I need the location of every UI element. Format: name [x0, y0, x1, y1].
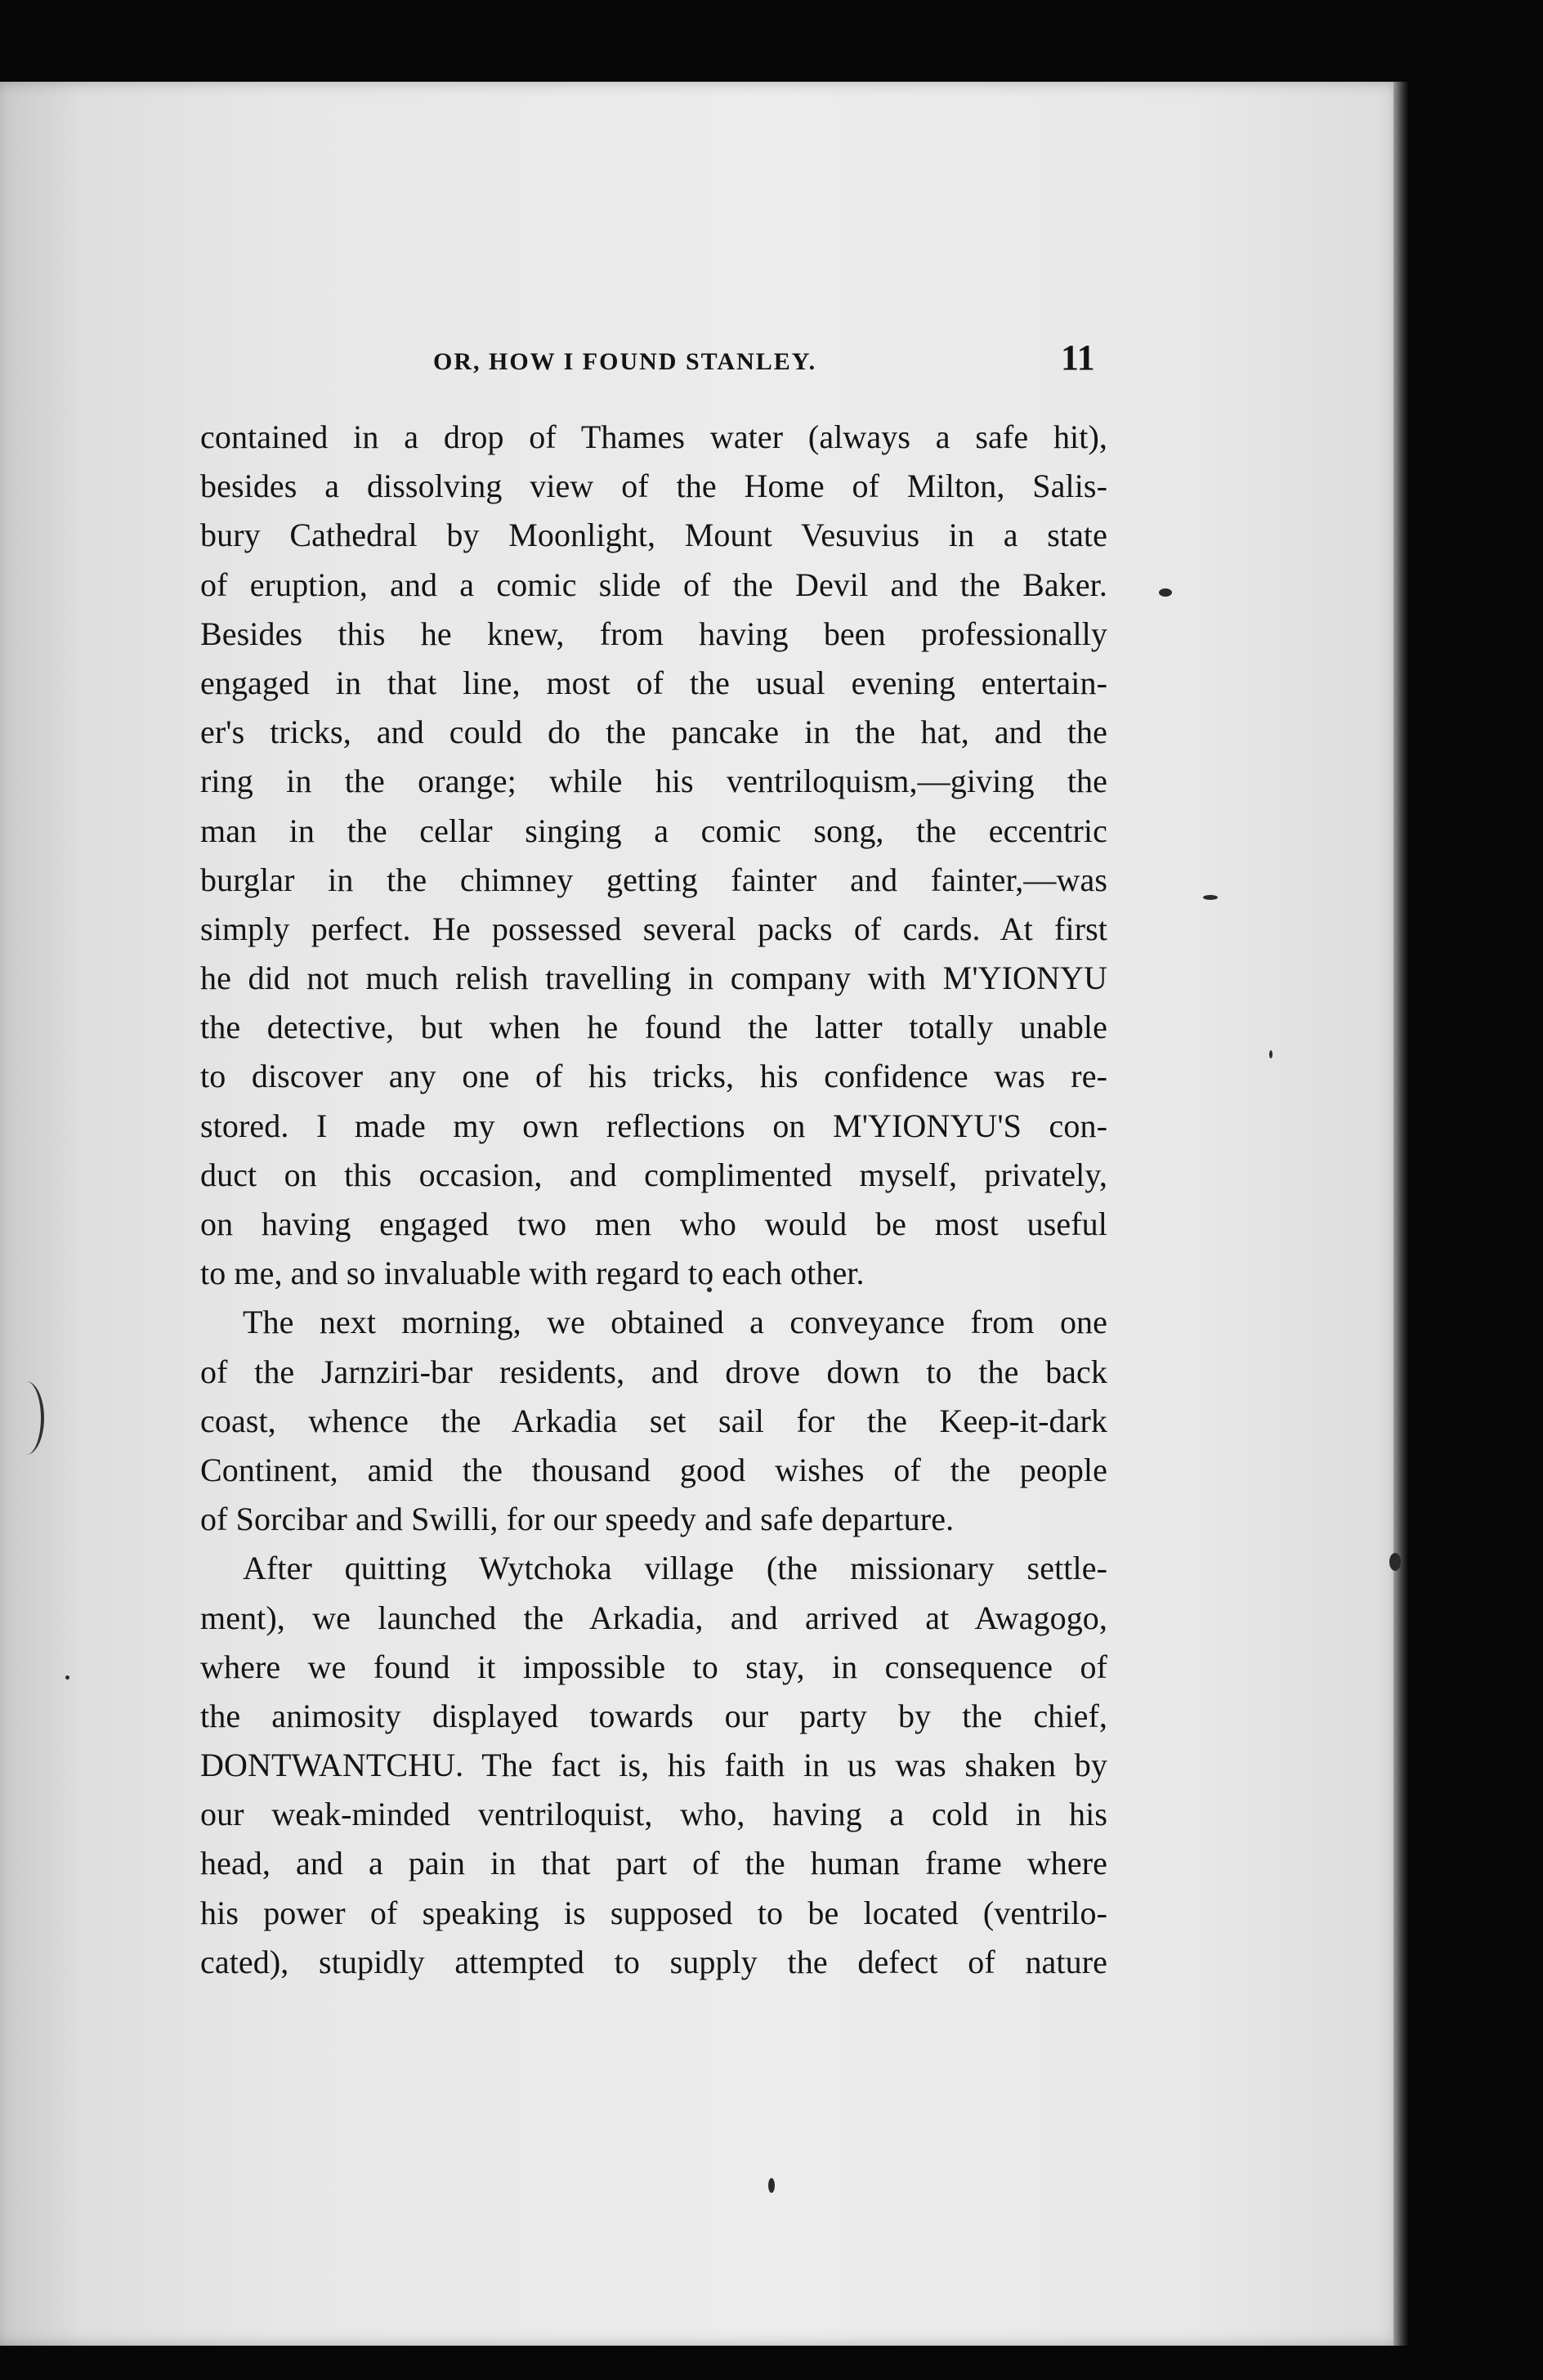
text-line: head, and a pain in that part of the human frame where — [200, 1845, 1107, 1882]
text-line: the animosity displayed towards our party by the chief, — [200, 1697, 1107, 1734]
running-head: OR, HOW I FOUND STANLEY. — [433, 348, 817, 375]
text-line: simply perfect. He possessed several packs of cards. At first — [200, 910, 1107, 947]
page-edge-shadow — [1393, 82, 1408, 2346]
page-number: 11 — [1061, 338, 1095, 378]
text-line: of the Jarnziri-bar residents, and drove down to the back — [200, 1353, 1107, 1390]
text-line: our weak-minded ventriloquist, who, having a cold in his — [200, 1796, 1107, 1833]
text-line: coast, whence the Arkadia set sail for the Keep-it-dark — [200, 1402, 1107, 1439]
body-text — [200, 413, 1107, 1987]
text-line: DONTWANTCHU. The fact is, his faith in us was shaken by — [200, 1747, 1107, 1784]
text-line: cated), stupidly attempted to supply the defect of nature — [200, 1943, 1107, 1980]
text-line: contained in a drop of Thames water (always a safe hit), — [200, 418, 1107, 455]
paragraph-first-line: After quitting Wytchoka village (the missionary settle- — [243, 1550, 1107, 1587]
text-line: of Sorcibar and Swilli, for our speedy and safe departure. — [200, 1501, 955, 1538]
text-line: on having engaged two men who would be most useful — [200, 1206, 1107, 1242]
left-margin-mark — [8, 1381, 44, 1455]
text-line: duct on this occasion, and complimented myself, privately, — [200, 1156, 1107, 1193]
text-line: engaged in that line, most of the usual evening entertain- — [200, 664, 1107, 701]
text-line: burglar in the chimney getting fainter and fainter,—was — [200, 861, 1107, 898]
text-line: where we found it impossible to stay, in consequence of — [200, 1648, 1107, 1685]
text-line: to me, and so invaluable with regard to each other. — [200, 1255, 865, 1292]
text-line: er's tricks, and could do the pancake in the hat, and the — [200, 714, 1107, 751]
text-line: he did not much relish travelling in company with M'YIONYU — [200, 960, 1107, 997]
text-line: the detective, but when he found the latter totally unable — [200, 1009, 1107, 1046]
page-header — [200, 338, 1107, 391]
text-line: his power of speaking is supposed to be located (ventrilo- — [200, 1894, 1107, 1931]
text-line: man in the cellar singing a comic song, the eccentric — [200, 812, 1107, 849]
text-line: bury Cathedral by Moonlight, Mount Vesuvius in a state — [200, 517, 1107, 554]
paragraph-first-line: The next morning, we obtained a conveyance from one — [243, 1304, 1107, 1341]
text-line: Continent, amid the thousand good wishes of the people — [200, 1451, 1107, 1488]
text-line: to discover any one of his tricks, his confidence was re- — [200, 1058, 1107, 1095]
text-line: of eruption, and a comic slide of the Devil and the Baker. — [200, 566, 1107, 603]
text-line: besides a dissolving view of the Home of Milton, Salis- — [200, 468, 1107, 505]
text-line: Besides this he knew, from having been professionally — [200, 615, 1107, 652]
text-line: ring in the orange; while his ventriloquism,—giving the — [200, 763, 1107, 800]
text-line: stored. I made my own reflections on M'YIONYU'S con- — [200, 1107, 1107, 1144]
text-line: ment), we launched the Arkadia, and arrived at Awagogo, — [200, 1599, 1107, 1636]
